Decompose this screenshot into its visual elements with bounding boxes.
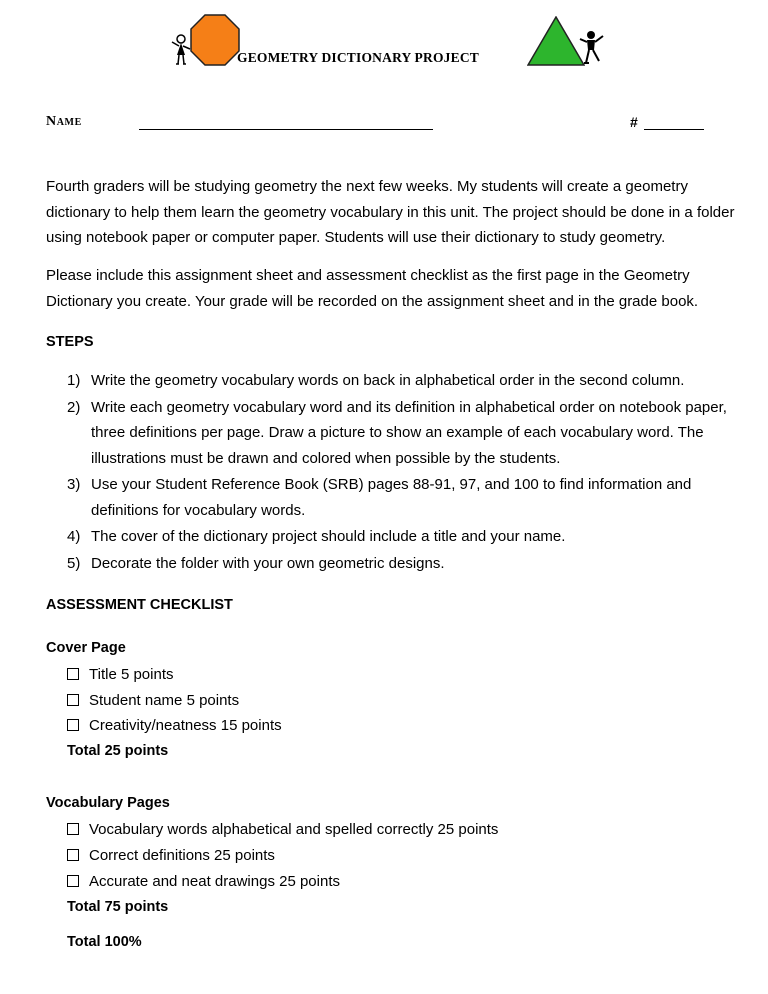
checkbox (67, 668, 79, 680)
step-number: 3) (67, 476, 81, 493)
step-text: Decorate the folder with your own geometric designs. (91, 554, 445, 572)
step-number: 5) (67, 554, 81, 572)
checkbox (67, 849, 79, 861)
orange-octagon-icon (190, 14, 240, 66)
check-label: Vocabulary words alphabetical and spelled correctly 25 points (89, 821, 499, 838)
checkbox (67, 694, 79, 706)
step-item (67, 551, 747, 577)
vocab-total: Total 75 points (67, 899, 169, 915)
steps-list (67, 368, 747, 576)
intro-paragraph-1: Fourth graders will be studying geometry the next few weeks. My students will create a geometry dictionary to help them learn the geometry vocabulary in this unit. The project should be done in a folder using notebook paper or computer paper. Students will use their dictionary to study geometry. (46, 178, 735, 246)
grand-total: Total 100% (67, 934, 142, 950)
check-label: Title 5 points (89, 666, 174, 683)
number-blank-line (644, 129, 704, 130)
stick-figure-boy-icon (577, 30, 607, 66)
step-item (67, 395, 747, 472)
name-blank-line (139, 129, 433, 130)
page-title: GEOMETRY DICTIONARY PROJECT (237, 50, 479, 65)
step-item (67, 368, 747, 394)
step-text: The cover of the dictionary project should include a title and your name. (91, 528, 566, 545)
cover-check-creativity (67, 717, 282, 734)
steps-heading: STEPS (46, 334, 94, 350)
number-label: # (630, 114, 638, 130)
step-item (67, 472, 747, 523)
checkbox (67, 719, 79, 731)
assessment-heading: ASSESSMENT CHECKLIST (46, 597, 233, 613)
checkbox (67, 875, 79, 887)
vocab-pages-heading: Vocabulary Pages (46, 795, 170, 811)
step-number: 4) (67, 528, 81, 545)
cover-check-student-name (67, 692, 239, 709)
name-label: Name (46, 114, 82, 129)
vocab-check-definitions (67, 847, 275, 864)
step-text: Write each geometry vocabulary word and its definition in alphabetical order on notebook paper, three definitions per page. Draw a picture to show an example of each vocabulary word. The illustrations must be drawn and colored when possible by the students. (91, 398, 727, 467)
vocab-check-drawings (67, 873, 340, 890)
step-item (67, 524, 747, 550)
step-text: Use your Student Reference Book (SRB) pages 88-91, 97, and 100 to find information and definitions for vocabulary words. (91, 476, 692, 519)
check-label: Student name 5 points (89, 692, 240, 709)
intro-paragraph-2: Please include this assignment sheet and assessment checklist as the first page in the Geometry Dictionary you create. Your grade will be recorded on the assignment sheet and in the grade book. (46, 267, 699, 310)
cover-total: Total 25 points (67, 743, 169, 759)
cover-check-title (67, 666, 174, 683)
check-label: Creativity/neatness 15 points (89, 717, 282, 734)
check-label: Accurate and neat drawings 25 points (89, 873, 340, 890)
vocab-check-alphabetical (67, 821, 498, 838)
cover-page-heading: Cover Page (46, 640, 126, 656)
step-text: Write the geometry vocabulary words on back in alphabetical order in the second column. (91, 372, 685, 389)
name-number-row (46, 114, 706, 134)
checkbox (67, 823, 79, 835)
check-label: Correct definitions 25 points (89, 847, 275, 864)
step-number: 2) (67, 398, 81, 416)
step-number: 1) (67, 372, 81, 389)
